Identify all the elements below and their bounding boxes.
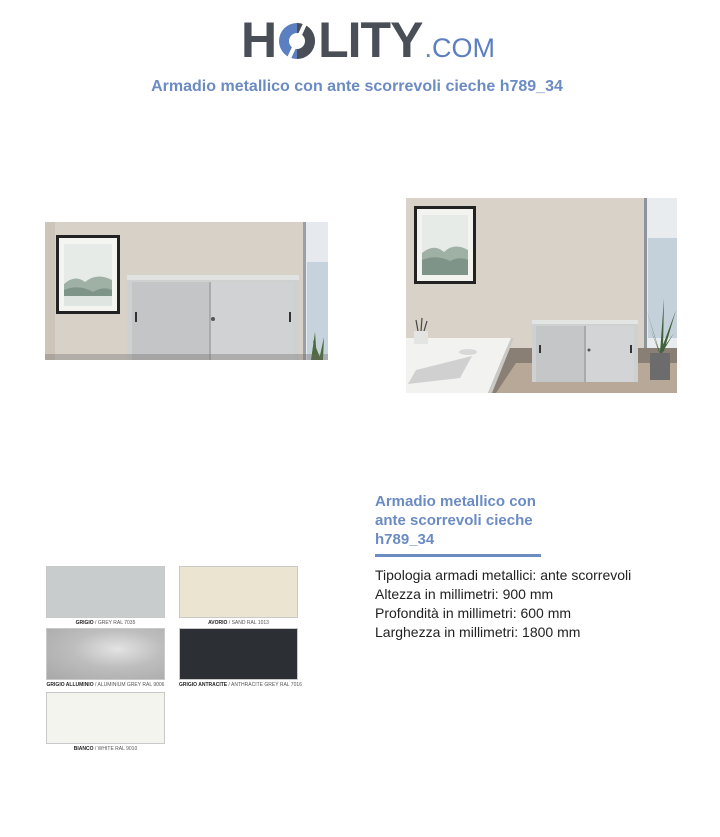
swatch-chip — [46, 566, 165, 618]
swatch-label: GRIGIO ALLUMINIO / ALUMINIUM GREY RAL 9006 — [46, 682, 165, 688]
holity-logo[interactable] — [241, 10, 495, 70]
swatch-label: GRIGIO / GREY RAL 7035 — [75, 620, 136, 626]
logo-text-lity: LITY — [318, 12, 423, 68]
color-swatch-avorio[interactable] — [179, 566, 298, 626]
product-title-line: Armadio metallico con — [375, 493, 536, 510]
logo-o-icon — [277, 21, 317, 61]
swatch-chip — [46, 628, 165, 680]
spec-type: Tipologia armadi metallici: ante scorrevoli — [375, 567, 632, 583]
spec-height: Altezza in millimetri: 900 mm — [375, 586, 554, 602]
logo-text-h: H — [241, 12, 277, 68]
swatch-label: GRIGIO ANTRACITE / ANTHRACITE GREY RAL 7016 — [179, 682, 302, 688]
logo-text-com: .COM — [424, 33, 495, 63]
product-specs — [375, 566, 631, 642]
product-title — [375, 492, 575, 549]
page-title: Armadio metallico con ante scorrevoli cieche h789_34 — [151, 78, 563, 95]
spec-depth: Profondità in millimetri: 600 mm — [375, 605, 572, 621]
swatch-label: BIANCO / WHITE RAL 9010 — [73, 746, 138, 752]
spec-width: Larghezza in millimetri: 1800 mm — [375, 624, 581, 640]
swatch-chip — [179, 566, 298, 618]
product-title-line: ante scorrevoli cieche — [375, 512, 533, 529]
color-swatch-grigio-alluminio[interactable] — [46, 628, 165, 688]
product-title-line: h789_34 — [375, 531, 435, 548]
swatch-chip — [179, 628, 298, 680]
title-underline-divider — [375, 554, 541, 557]
color-swatch-grigio-antracite[interactable] — [179, 628, 302, 688]
color-swatch-grigio[interactable] — [46, 566, 165, 626]
product-photo-room[interactable] — [406, 198, 677, 393]
color-swatch-bianco[interactable] — [46, 692, 165, 752]
product-photo-front[interactable] — [45, 222, 328, 360]
swatch-label: AVORIO / SAND RAL 1013 — [208, 620, 269, 626]
swatch-chip — [46, 692, 165, 744]
